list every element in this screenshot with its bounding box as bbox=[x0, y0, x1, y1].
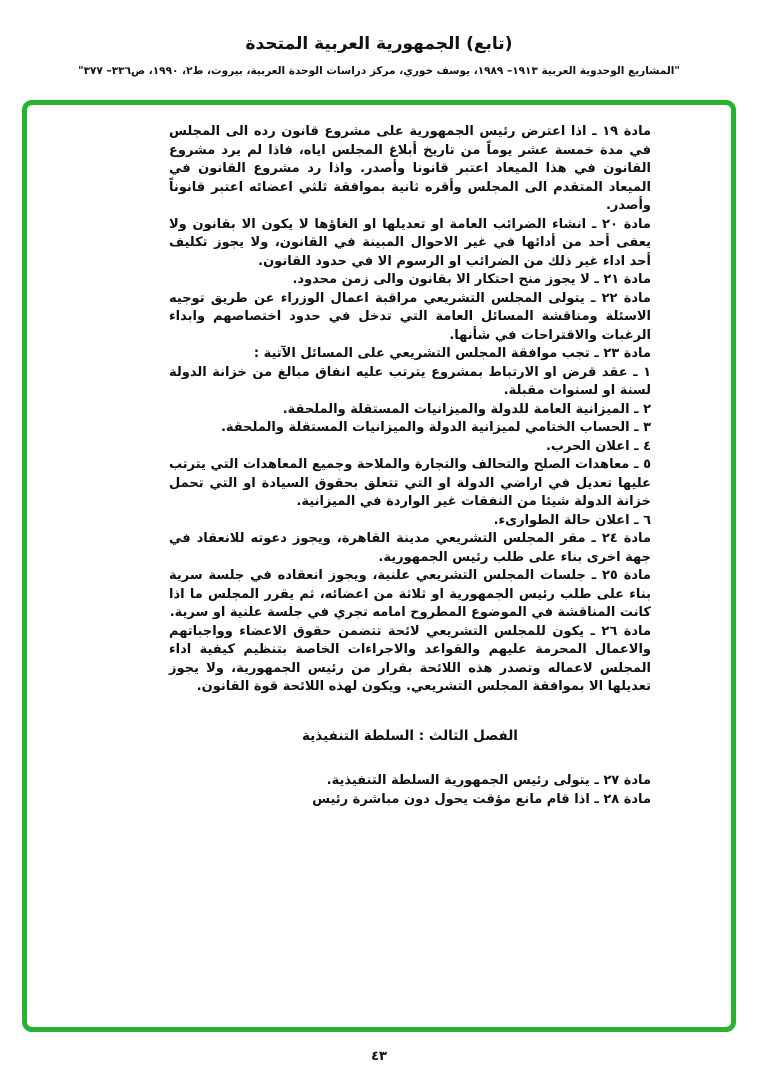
page-title: (تابع) الجمهورية العربية المتحدة bbox=[245, 34, 513, 54]
article-22-paragraph: مادة ٢٢ ـ يتولى المجلس التشريعي مراقبة اعمال الوزراء عن طريق توجيه الاسئلة ومناقشة المسائل العامة التي تدخل في حدود اختصاصهم وابداء الرغبات والاقتراحات في شأنها. bbox=[169, 290, 651, 343]
list-item-4: ٤ ـ اعلان الحرب. bbox=[545, 438, 651, 454]
document-header bbox=[0, 34, 758, 77]
list-item-2: ٢ ـ الميزانية العامة للدولة والميزانيات المستقلة والملحقة. bbox=[282, 401, 651, 417]
article-21-paragraph: مادة ٢١ ـ لا يجوز منح احتكار الا بقانون والى زمن محدود. bbox=[292, 272, 651, 287]
source-citation: "المشاريع الوحدوية العربية ١٩١٣– ١٩٨٩، يوسف خوري، مركز دراسات الوحدة العربية، بيروت، ط٢، ١٩٩٠، ص٣٣٦– ٣٧٧" bbox=[78, 65, 680, 77]
green-border-frame bbox=[22, 100, 736, 1032]
article-23-paragraph: مادة ٢٣ ـ تجب موافقة المجلس التشريعي على المسائل الآتية : bbox=[253, 346, 651, 361]
chapter-heading: الفصل الثالث : السلطة التنفيذية bbox=[302, 727, 518, 744]
article-20-paragraph: مادة ٢٠ ـ انشاء الضرائب العامة او تعديلها او الغاؤها لا يكون الا بقانون ولا يعفى أحد من أدائها في غير الاحوال المبينة في القانون، ولا يجوز تكليف أحد اداء غير ذلك من الضرائب او الرسوم الا في حدود القانون. bbox=[169, 216, 651, 269]
document-body bbox=[169, 123, 651, 809]
article-25-paragraph: مادة ٢٥ ـ جلسات المجلس التشريعي علنية، ويجوز انعقاده في جلسة سرية بناء على طلب رئيس الجمهورية او ثلاثة من اعضائه، ثم يقرر المجلس ما اذا كانت المناقشة في الموضوع المطروح امامه تجري في جلسة علنية او سرية. bbox=[169, 568, 651, 620]
list-item-1: ١ ـ عقد قرض او الارتباط بمشروع يترتب عليه انفاق مبالغ من خزانة الدولة لسنة او لسنوات مقبلة. bbox=[169, 364, 651, 398]
document-footer bbox=[0, 1045, 758, 1064]
list-item-3: ٣ ـ الحساب الختامي لميزانية الدولة والميزانيات المستقلة والملحقة. bbox=[220, 420, 651, 435]
list-item-6: ٦ ـ اعلان حالة الطوارىء. bbox=[493, 512, 651, 528]
article-27-paragraph: مادة ٢٧ ـ يتولى رئيس الجمهورية السلطة التنفيذية. bbox=[326, 773, 651, 788]
article-19-paragraph: مادة ١٩ ـ اذا اعترض رئيس الجمهورية على مشروع قانون رده الى المجلس في مدة خمسة عشر يوماً من تاريخ أبلاغ المجلس اياه، فاذا لم يرد مشروع القانون في هذا الميعاد اعتبر قانونا وأصدر. واذا رد مشروع القانون في الميعاد المتقدم الى المجلس وأقره ثانية بموافقة ثلثي اعضائه اعتبر قانوناً وأصدر. bbox=[169, 124, 651, 213]
page-number: ٤٣ bbox=[371, 1049, 387, 1064]
list-item-5: ٥ ـ معاهدات الصلح والتحالف والتجارة والملاحة وجميع المعاهدات التي يترتب عليها تعديل في اراضي الدولة او التي تتعلق بحقوق السيادة او التي تحمل خزانة الدولة شيئا من النفقات غير الواردة في الميزانية. bbox=[169, 457, 651, 509]
article-26-paragraph: مادة ٢٦ ـ يكون للمجلس التشريعي لائحة تتضمن حقوق الاعضاء وواجباتهم والاعمال المحرمة عليهم والقواعد والاجراءات الخاصة بتنظيم كيفية اداء المجلس لاعماله وتصدر هذه اللائحة بقرار من رئيس الجمهورية، ولا يجوز تعديلها الا بموافقة المجلس التشريعي. ويكون لهذه اللائحة قوة القانون. bbox=[169, 623, 651, 694]
article-28-paragraph: مادة ٢٨ ـ اذا قام مانع مؤقت يحول دون مباشرة رئيس bbox=[312, 791, 651, 807]
article-24-paragraph: مادة ٢٤ ـ مقر المجلس التشريعي مدينة القاهرة، ويجوز دعوته للانعقاد في جهة اخرى بناء على طلب رئيس الجمهورية. bbox=[169, 531, 651, 565]
